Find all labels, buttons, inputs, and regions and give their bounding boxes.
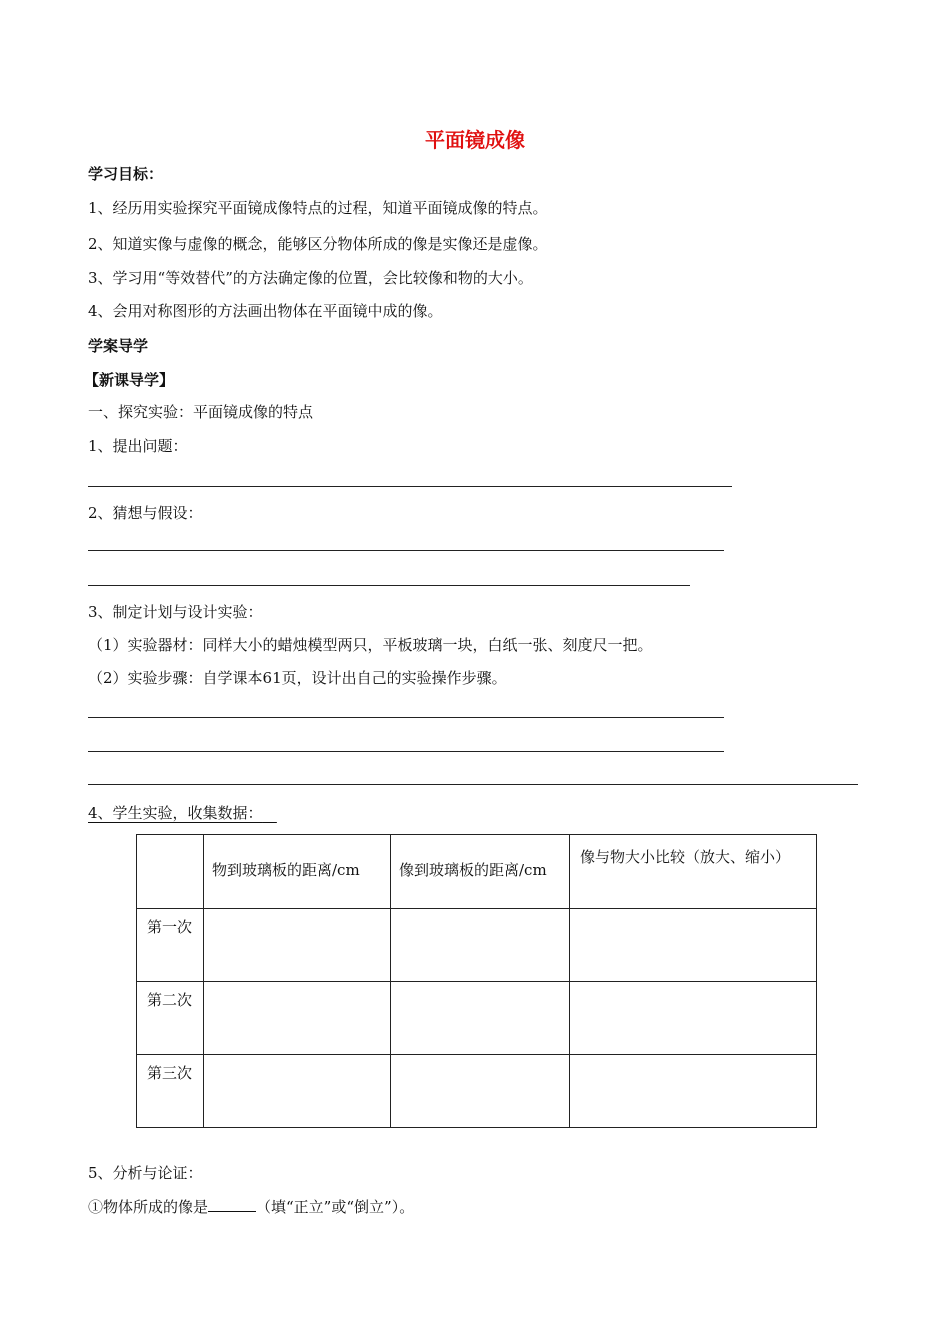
question-raise: 1、提出问题：	[88, 437, 188, 455]
objective-item: 1、经历用实验探究平面镜成像特点的过程，知道平面镜成像的特点。	[88, 199, 548, 217]
answer-line	[88, 717, 724, 718]
section-heading: 一、探究实验：平面镜成像的特点	[88, 403, 314, 421]
table-header-size-compare: 像与物大小比较（放大、缩小）	[570, 835, 817, 909]
new-lesson-heading: 【新课导学】	[84, 371, 175, 389]
table-row	[137, 909, 817, 982]
table-row	[137, 1055, 817, 1128]
table-cell	[204, 1055, 391, 1128]
materials-text: （1）实验器材：同样大小的蜡烛模型两只，平板玻璃一块，白纸一张、刻度尺一把。	[88, 636, 653, 654]
row-label: 第三次	[137, 1055, 204, 1128]
page-title: 平面镜成像	[425, 128, 525, 152]
table-header-image-distance: 像到玻璃板的距离/cm	[391, 835, 570, 909]
question-collect-data	[88, 803, 277, 823]
objectives-heading: 学习目标：	[88, 165, 164, 183]
collect-data-label: 4、学生实验，收集数据：	[88, 804, 263, 822]
table-cell	[204, 909, 391, 982]
steps-text: （2）实验步骤：自学课本61页，设计出自己的实验操作步骤。	[88, 669, 507, 687]
objective-item: 2、知道实像与虚像的概念，能够区分物体所成的像是实像还是虚像。	[88, 235, 548, 253]
data-table	[136, 834, 817, 1128]
answer-line	[88, 784, 858, 785]
row-label: 第二次	[137, 982, 204, 1055]
table-header-object-distance: 物到玻璃板的距离/cm	[204, 835, 391, 909]
fill-prefix: ①物体所成的像是	[88, 1198, 209, 1216]
answer-line	[88, 585, 690, 586]
guide-heading: 学案导学	[88, 337, 149, 355]
table-cell	[204, 982, 391, 1055]
objective-item: 4、会用对称图形的方法画出物体在平面镜中成的像。	[88, 302, 443, 320]
fill-suffix: （填“正立”或“倒立”）。	[256, 1198, 415, 1216]
table-cell	[391, 1055, 570, 1128]
table-cell	[391, 909, 570, 982]
question-hypothesis: 2、猜想与假设：	[88, 504, 203, 522]
fill-in-sentence	[88, 1196, 414, 1217]
table-cell	[570, 982, 817, 1055]
answer-line	[88, 486, 732, 487]
question-plan: 3、制定计划与设计实验：	[88, 603, 263, 621]
table-cell	[570, 909, 817, 982]
table-cell	[391, 982, 570, 1055]
answer-line	[88, 751, 724, 752]
fill-blank	[208, 1196, 256, 1212]
table-cell	[570, 1055, 817, 1128]
objective-item: 3、学习用“等效替代”的方法确定像的位置，会比较像和物的大小。	[88, 269, 533, 287]
table-row	[137, 982, 817, 1055]
row-label: 第一次	[137, 909, 204, 982]
answer-line	[88, 550, 724, 551]
question-analysis: 5、分析与论证：	[88, 1164, 203, 1182]
table-header-corner	[137, 835, 204, 909]
